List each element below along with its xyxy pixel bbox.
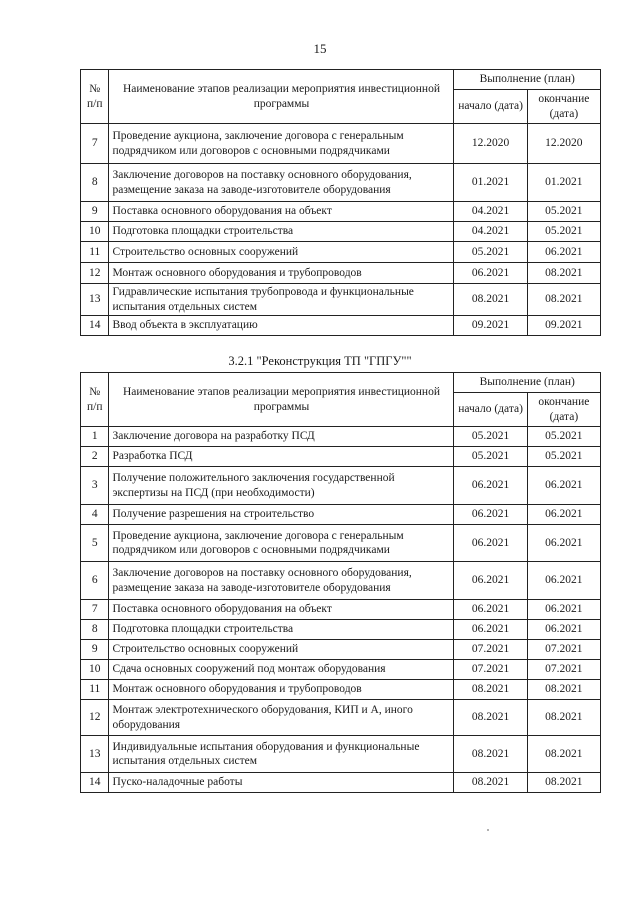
row-number: 12 (81, 700, 109, 736)
stages-table-1 (80, 69, 601, 336)
table-row (81, 736, 601, 773)
start-date: 08.2021 (454, 773, 527, 793)
table-row (81, 525, 601, 562)
row-number: 5 (81, 525, 109, 562)
start-date: 04.2021 (454, 202, 527, 222)
start-date: 06.2021 (454, 562, 527, 600)
end-date: 05.2021 (527, 427, 600, 447)
row-number: 14 (81, 316, 109, 336)
start-date: 07.2021 (454, 640, 527, 660)
table-row (81, 164, 601, 202)
start-date: 05.2021 (454, 427, 527, 447)
row-number: 7 (81, 124, 109, 164)
header-no: № п/п (81, 70, 109, 124)
row-number: 13 (81, 284, 109, 316)
header-stage-name: Наименование этапов реализации мероприятия инвестиционной программы (109, 70, 454, 124)
end-date: 06.2021 (527, 505, 600, 525)
row-number: 10 (81, 660, 109, 680)
stage-name: Получение разрешения на строительство (109, 505, 454, 525)
end-date: 08.2021 (527, 736, 600, 773)
end-date: 06.2021 (527, 525, 600, 562)
stage-name: Монтаж основного оборудования и трубопроводов (109, 263, 454, 284)
table-row (81, 773, 601, 793)
table-row (81, 263, 601, 284)
table-row (81, 700, 601, 736)
start-date: 08.2021 (454, 284, 527, 316)
header-start-date: начало (дата) (454, 393, 527, 427)
end-date: 06.2021 (527, 242, 600, 263)
header-stage-name: Наименование этапов реализации мероприятия инвестиционной программы (109, 373, 454, 427)
start-date: 06.2021 (454, 600, 527, 620)
start-date: 06.2021 (454, 505, 527, 525)
table-row (81, 284, 601, 316)
stage-name: Поставка основного оборудования на объект (109, 202, 454, 222)
start-date: 08.2021 (454, 736, 527, 773)
row-number: 13 (81, 736, 109, 773)
table-row (81, 316, 601, 336)
row-number: 3 (81, 467, 109, 505)
start-date: 05.2021 (454, 447, 527, 467)
header-execution: Выполнение (план) (454, 70, 601, 90)
end-date: 06.2021 (527, 562, 600, 600)
start-date: 08.2021 (454, 700, 527, 736)
row-number: 1 (81, 427, 109, 447)
start-date: 04.2021 (454, 222, 527, 242)
end-date: 07.2021 (527, 640, 600, 660)
start-date: 06.2021 (454, 525, 527, 562)
table-row (81, 202, 601, 222)
table-row (81, 427, 601, 447)
stage-name: Проведение аукциона, заключение договора с генеральным подрядчиком или договоров с основными подрядчиками (109, 525, 454, 562)
stage-name: Монтаж электротехнического оборудования, КИП и А, иного оборудования (109, 700, 454, 736)
table-row (81, 600, 601, 620)
table-row (81, 222, 601, 242)
scan-speck (487, 829, 489, 831)
start-date: 12.2020 (454, 124, 527, 164)
end-date: 08.2021 (527, 680, 600, 700)
page-number: 15 (313, 41, 327, 56)
header-start-date: начало (дата) (454, 90, 527, 124)
end-date: 08.2021 (527, 773, 600, 793)
start-date: 01.2021 (454, 164, 527, 202)
row-number: 12 (81, 263, 109, 284)
end-date: 08.2021 (527, 700, 600, 736)
stage-name: Монтаж основного оборудования и трубопроводов (109, 680, 454, 700)
row-number: 9 (81, 640, 109, 660)
stage-name: Проведение аукциона, заключение договора с генеральным подрядчиком или договоров с основными подрядчиками (109, 124, 454, 164)
start-date: 05.2021 (454, 242, 527, 263)
stage-name: Разработка ПСД (109, 447, 454, 467)
end-date: 09.2021 (527, 316, 600, 336)
end-date: 06.2021 (527, 620, 600, 640)
end-date: 01.2021 (527, 164, 600, 202)
stage-name: Подготовка площадки строительства (109, 222, 454, 242)
header-no: № п/п (81, 373, 109, 427)
start-date: 06.2021 (454, 263, 527, 284)
end-date: 08.2021 (527, 263, 600, 284)
stage-name: Заключение договоров на поставку основного оборудования, размещение заказа на заводе-изготовителе оборудования (109, 562, 454, 600)
table-row (81, 660, 601, 680)
stage-name: Ввод объекта в эксплуатацию (109, 316, 454, 336)
stage-name: Заключение договора на разработку ПСД (109, 427, 454, 447)
stage-name: Строительство основных сооружений (109, 640, 454, 660)
row-number: 8 (81, 620, 109, 640)
end-date: 05.2021 (527, 222, 600, 242)
header-execution: Выполнение (план) (454, 373, 601, 393)
table-row (81, 242, 601, 263)
end-date: 07.2021 (527, 660, 600, 680)
row-number: 9 (81, 202, 109, 222)
row-number: 10 (81, 222, 109, 242)
stage-name: Поставка основного оборудования на объект (109, 600, 454, 620)
end-date: 12.2020 (527, 124, 600, 164)
stage-name: Сдача основных сооружений под монтаж оборудования (109, 660, 454, 680)
stage-name: Заключение договоров на поставку основного оборудования, размещение заказа на заводе-изготовителе оборудования (109, 164, 454, 202)
stage-name: Гидравлические испытания трубопровода и функциональные испытания отдельных систем (109, 284, 454, 316)
row-number: 14 (81, 773, 109, 793)
row-number: 11 (81, 680, 109, 700)
start-date: 06.2021 (454, 620, 527, 640)
start-date: 07.2021 (454, 660, 527, 680)
header-end-date: окончание (дата) (527, 393, 600, 427)
start-date: 06.2021 (454, 467, 527, 505)
stage-name: Подготовка площадки строительства (109, 620, 454, 640)
end-date: 05.2021 (527, 447, 600, 467)
row-number: 8 (81, 164, 109, 202)
table-row (81, 562, 601, 600)
header-end-date: окончание (дата) (527, 90, 600, 124)
table-row (81, 640, 601, 660)
table-row (81, 447, 601, 467)
row-number: 6 (81, 562, 109, 600)
end-date: 08.2021 (527, 284, 600, 316)
section-title: 3.2.1 "Реконструкция ТП "ГПГУ"" (228, 354, 412, 368)
table-row (81, 505, 601, 525)
start-date: 09.2021 (454, 316, 527, 336)
row-number: 2 (81, 447, 109, 467)
stage-name: Индивидуальные испытания оборудования и функциональные испытания отдельных систем (109, 736, 454, 773)
row-number: 11 (81, 242, 109, 263)
stage-name: Получение положительного заключения государственной экспертизы на ПСД (при необходимости) (109, 467, 454, 505)
row-number: 7 (81, 600, 109, 620)
table-row (81, 620, 601, 640)
table-row (81, 680, 601, 700)
end-date: 06.2021 (527, 600, 600, 620)
start-date: 08.2021 (454, 680, 527, 700)
stages-table-2 (80, 372, 601, 793)
stage-name: Пуско-наладочные работы (109, 773, 454, 793)
table-row (81, 467, 601, 505)
row-number: 4 (81, 505, 109, 525)
stage-name: Строительство основных сооружений (109, 242, 454, 263)
table-row (81, 124, 601, 164)
end-date: 05.2021 (527, 202, 600, 222)
end-date: 06.2021 (527, 467, 600, 505)
